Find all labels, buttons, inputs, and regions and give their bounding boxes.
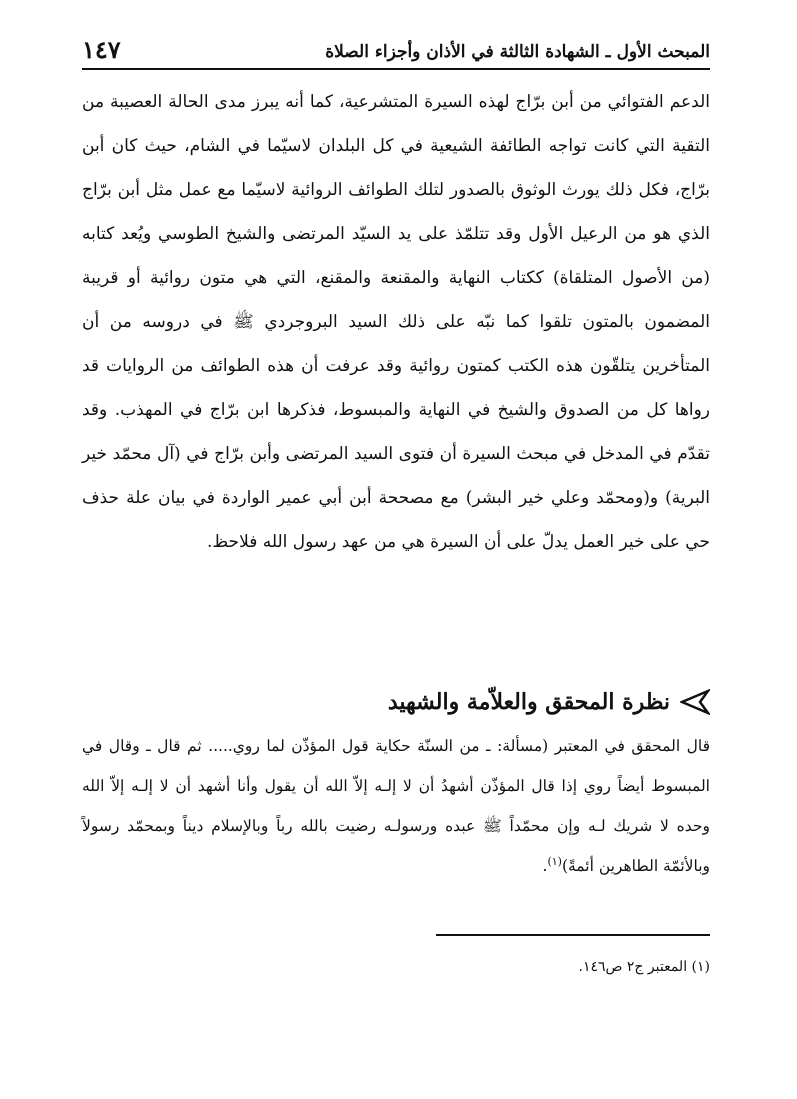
section-heading-text: نظرة المحقق والعلاّمة والشهيد (387, 689, 670, 715)
footnote-text: (١) المعتبر ج٢ ص١٤٦. (578, 959, 710, 975)
section-heading (82, 682, 710, 722)
footnote (82, 954, 710, 980)
body-paragraph (82, 80, 710, 564)
quote-paragraph (82, 726, 710, 886)
footnote-rule (436, 934, 710, 936)
running-title: المبحث الأول ـ الشهادة الثالثة في الأذان وأجزاء الصلاة (325, 42, 710, 62)
footnote-reference: (١) (547, 854, 562, 868)
page-header (82, 26, 710, 70)
page-number: ١٤٧ (82, 35, 121, 64)
paragraph-text: الدعم الفتوائي من أبن برّاج لهذه السيرة المتشرعية، كما أنه يبرز مدى الحالة العصيبة من التقية التي كانت تواجه الطائفة الشيعية في كل البلدان لاسيّما في الشام، حيث كان أبن برّاج، فكل ذلك يورث الوثوق بالصدور لتلك الطوائف الروائية لاسيّما مع عمل مثل أبن برّاج الذي هو من الرعيل الأول وقد تتلمّذ على يد السيّد المرتضى والشيخ الطوسي ويُعد كتابه (من الأصول المتلقاة) ككتاب النهاية والمقنعة والمقنع، التي هي متون روائية أو قريبة المضمون بالمتون تلقوا كما نبّه على ذلك السيد البروجردي ﷺ في دروسه من أن المتأخرين يتلقّون هذه الكتب كمتون روائية وقد عرفت أن هذه الطوائف من الروايات قد رواها كل من الصدوق والشيخ في النهاية والمبسوط، فذكرها ابن برّاج في المهذب. وقد تقدّم في المدخل في مبحث السيرة أن فتوى السيد المرتضى وأبن برّاج في (آل محمّد خير البرية) و(ومحمّد وعلي خير البشر) مع مصححة أبن أبي عمير الواردة في بيان علة حذف حي على خير العمل يدلّ على أن السيرة هي من عهد رسول الله فلاحظ. (82, 92, 711, 552)
arrow-head-left-icon (680, 689, 710, 715)
header-rule (82, 68, 710, 70)
quote-end: . (542, 857, 548, 875)
quote-text: قال المحقق في المعتبر (مسألة: ـ من السنّة حكاية قول المؤذّن لما روي..... ثم قال ـ وقال في المبسوط أيضاً روي إذا قال المؤذّن أشهدُ أن لا إلـه إلاّ الله أن يقول وأنا أشهد أن لا إلـه إلاّ الله وحده لا شريك لـه وإن محمّداً ﷺ عبده ورسولـه رضيت بالله رباً وبالإسلام ديناً وبمحمّد رسولاً وبالأئمّة الطاهرين أئمةً) (82, 737, 710, 875)
